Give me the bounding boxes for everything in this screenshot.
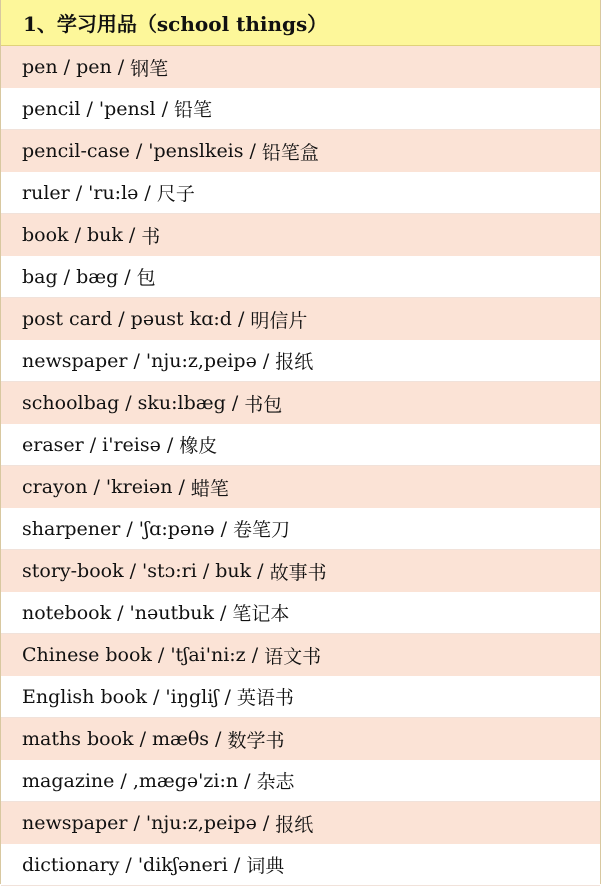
separator: / [220, 601, 227, 624]
vocab-row [1, 634, 600, 676]
separator: / [249, 140, 256, 162]
vocab-phonetic: 'iŋgliʃ [165, 685, 219, 708]
vocab-meaning: 明信片 [250, 309, 308, 332]
vocab-meaning: 书包 [244, 393, 283, 416]
separator: / [120, 769, 127, 792]
vocab-word: book [22, 224, 69, 246]
vocab-word: pencil-case [22, 140, 130, 162]
vocab-row [1, 340, 600, 382]
vocab-meaning: 尺子 [156, 183, 195, 205]
separator: / [125, 392, 132, 414]
separator: / [133, 812, 140, 834]
vocab-row [1, 214, 600, 256]
separator: / [237, 308, 245, 330]
separator: / [224, 685, 231, 708]
vocab-phonetic: 'kreiən [105, 476, 173, 498]
vocab-phonetic: 'pensl [98, 97, 156, 120]
vocab-row [1, 298, 600, 340]
vocab-word: schoolbag [22, 392, 120, 414]
vocab-row [1, 718, 600, 760]
vocab-row [1, 592, 600, 634]
separator: / [231, 392, 239, 414]
vocab-meaning: 包 [136, 267, 156, 289]
vocab-phonetic: 'nəutbuk [129, 601, 215, 624]
vocab-row [1, 760, 600, 802]
vocab-word: maths book [22, 728, 134, 750]
separator: / [124, 265, 131, 288]
separator: / [153, 685, 160, 708]
vocab-word: bag [22, 265, 58, 288]
vocab-row [1, 676, 600, 718]
vocab-phonetic: buk [86, 224, 123, 246]
vocab-meaning: 报纸 [275, 813, 314, 836]
separator: / [215, 728, 222, 750]
vocab-word: ruler [22, 181, 70, 204]
vocab-phonetic: sku:lbæg [137, 392, 226, 414]
vocab-row [1, 172, 600, 214]
vocab-meaning: 报纸 [275, 351, 314, 373]
separator: / [63, 265, 71, 288]
vocab-word: crayon [22, 476, 88, 498]
separator: / [63, 56, 71, 78]
vocab-row [1, 844, 600, 886]
vocab-word: dictionary [22, 853, 120, 876]
separator: / [74, 224, 81, 246]
section-header [1, 0, 600, 46]
vocab-row [1, 466, 600, 508]
separator: / [118, 308, 125, 330]
vocab-word: pen [22, 56, 58, 78]
separator: / [125, 853, 132, 876]
vocab-word: English book [22, 685, 148, 708]
separator: / [139, 728, 146, 750]
separator: / [135, 140, 143, 162]
separator: / [86, 97, 93, 120]
separator: / [161, 97, 168, 120]
vocab-word: newspaper [22, 812, 128, 834]
separator: / [117, 56, 125, 78]
vocab-meaning: 语文书 [264, 645, 322, 668]
vocab-phonetic: 'nju:z,peipə [145, 349, 257, 372]
vocab-phonetic: pen [76, 56, 112, 78]
separator: / [126, 517, 133, 540]
vocab-meaning: 笔记本 [232, 603, 290, 625]
vocab-row [1, 88, 600, 130]
vocab-word: magazine [22, 769, 115, 792]
separator: / [129, 560, 137, 582]
vocab-phonetic: 'tʃai'ni:z [170, 644, 246, 666]
vocab-phonetic: ,mægə'zi:n [132, 769, 239, 792]
separator: / [117, 601, 124, 624]
vocab-word: story-book [22, 560, 124, 582]
vocab-word: pencil [22, 97, 81, 120]
vocab-phonetic: mæθs [151, 728, 210, 750]
vocab-row [1, 46, 600, 88]
vocab-row [1, 382, 600, 424]
separator: / [89, 433, 97, 456]
vocab-phonetic: 'nju:z,peipə [145, 812, 257, 834]
vocab-meaning: 铅笔 [173, 99, 212, 121]
vocab-meaning: 数学书 [227, 729, 285, 752]
vocab-phonetic: pəust kɑ:d [130, 308, 232, 330]
separator: / [233, 853, 241, 876]
separator: / [244, 769, 251, 792]
vocab-meaning: 蜡笔 [190, 477, 229, 500]
vocab-row [1, 508, 600, 550]
separator: / [133, 349, 140, 372]
vocab-meaning: 词典 [246, 855, 285, 877]
separator: / [178, 476, 185, 498]
vocab-meaning: 杂志 [256, 771, 295, 793]
vocab-meaning: 书 [141, 225, 161, 248]
separator: / [144, 181, 151, 204]
vocab-phonetic: 'stɔ:ri [142, 560, 197, 582]
separator: / [262, 349, 270, 372]
section-title: 1、学习用品（school things） [23, 12, 328, 36]
vocab-phonetic: 'dikʃəneri [137, 853, 228, 876]
vocab-meaning: 橡皮 [179, 435, 218, 457]
separator: / [202, 560, 210, 582]
separator: / [257, 560, 264, 582]
vocab-meaning: 卷笔刀 [233, 519, 291, 541]
vocab-meaning: 钢笔 [130, 57, 169, 80]
separator: / [128, 224, 136, 246]
separator: / [220, 517, 228, 540]
vocab-row [1, 802, 600, 844]
vocab-word: Chinese book [22, 644, 152, 666]
vocab-word: newspaper [22, 349, 128, 372]
vocab-word: sharpener [22, 517, 121, 540]
vocab-phonetic: bæg [76, 265, 119, 288]
separator: / [166, 433, 174, 456]
vocab-row [1, 424, 600, 466]
vocab-phonetic: 'ru:lə [88, 181, 139, 204]
vocab-word: post card [22, 308, 113, 330]
vocab-meaning: 铅笔盒 [261, 141, 319, 164]
separator: / [262, 812, 270, 834]
vocab-word: notebook [22, 601, 112, 624]
vocab-meaning: 故事书 [269, 561, 327, 584]
separator: / [93, 476, 100, 498]
separator: / [157, 644, 165, 666]
vocab-meaning: 英语书 [236, 687, 294, 709]
separator: / [75, 181, 83, 204]
vocab-row [1, 550, 600, 592]
vocab-word: eraser [22, 433, 84, 456]
vocab-phonetic-2: buk [215, 560, 252, 582]
vocab-phonetic: 'ʃɑ:pənə [138, 517, 215, 540]
separator: / [251, 644, 259, 666]
vocab-row [1, 256, 600, 298]
vocab-phonetic: 'penslkeis [148, 140, 244, 162]
vocab-phonetic: i'reisə [102, 433, 161, 456]
vocab-row [1, 130, 600, 172]
